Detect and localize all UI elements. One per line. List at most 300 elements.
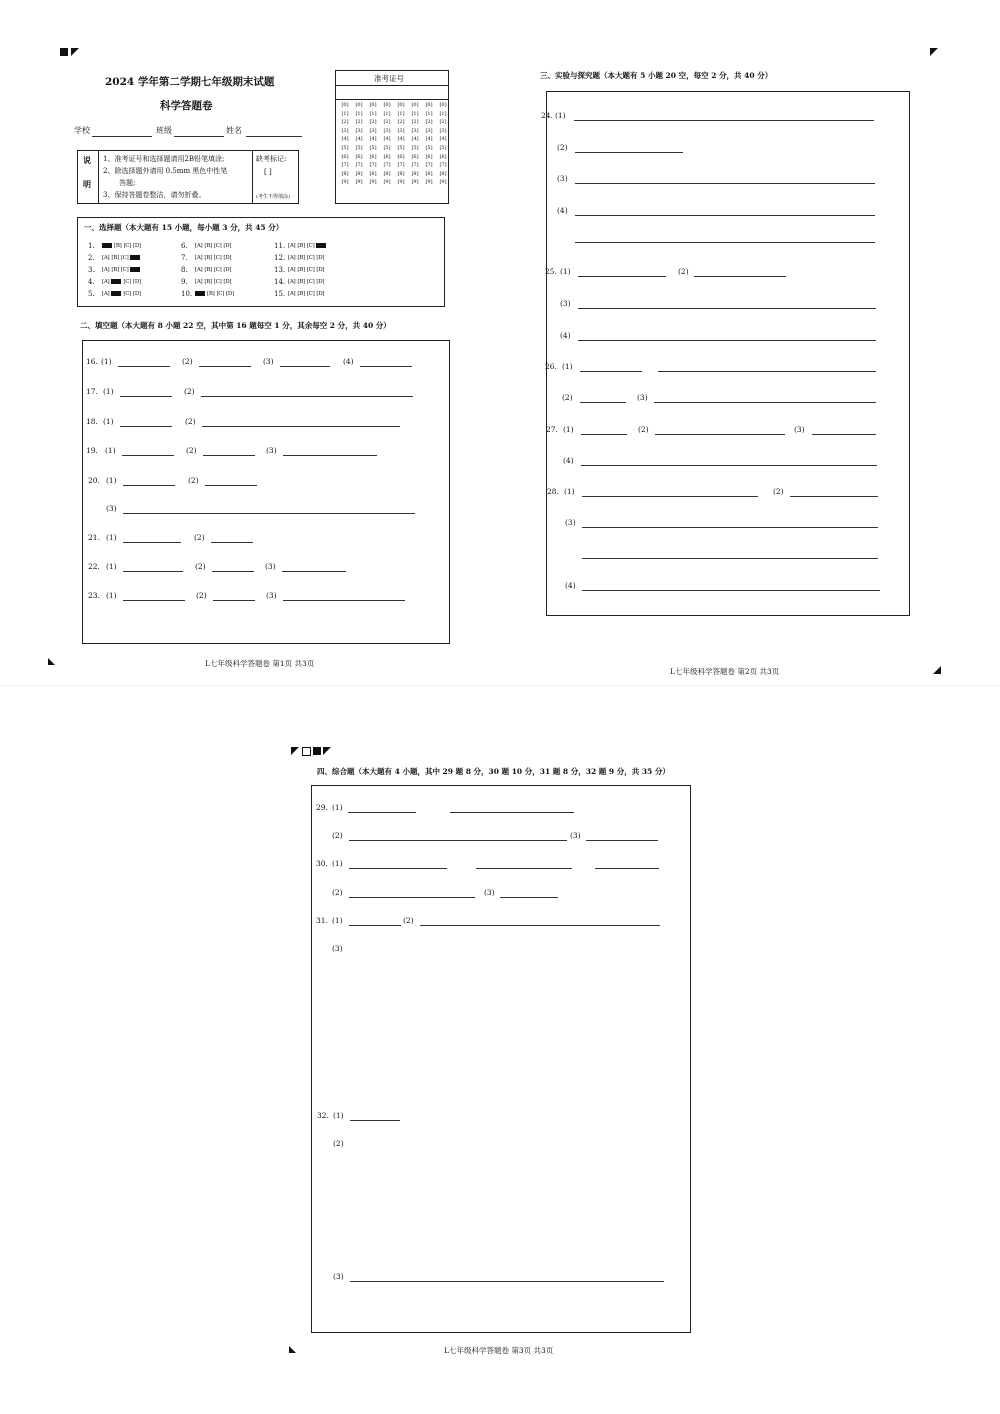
mcq-filled-bubble[interactable] — [111, 291, 121, 296]
notes-item-1: 1、准考证号和选择题请用2B铅笔填涂; — [103, 155, 225, 163]
section3-title: 三、实验与探究题（本大题有 5 小题 20 空，每空 2 分，共 40 分） — [540, 71, 773, 80]
part-label: (1) — [560, 267, 571, 276]
answer-line[interactable] — [580, 371, 642, 372]
part-label: (1) — [106, 591, 117, 600]
part-label: (3) — [333, 1272, 344, 1281]
school-label: 学校 — [74, 126, 90, 135]
mcq-option-bubble[interactable]: [D] — [226, 291, 234, 297]
admission-input-row[interactable] — [336, 99, 448, 100]
part-label: (1) — [106, 562, 117, 571]
admission-digit-bubble[interactable]: [2] — [439, 119, 447, 126]
page3-footer: L七年级科学答题卷 第3页 共3页 — [444, 1346, 554, 1355]
school-field[interactable] — [92, 136, 152, 137]
admission-digit-bubble[interactable]: [0] — [397, 102, 405, 108]
page2-footer: L七年级科学答题卷 第2页 共3页 — [670, 667, 780, 676]
admission-digit-bubble[interactable]: [6] — [411, 153, 419, 160]
answer-line[interactable] — [580, 402, 626, 403]
admission-digit-bubble[interactable]: [3] — [383, 127, 391, 134]
admission-digit-bubble[interactable]: [0] — [383, 102, 391, 108]
mcq-option-bubble[interactable]: [C] — [213, 267, 222, 273]
mcq-options[interactable] — [288, 289, 326, 299]
part-label: (2) — [638, 425, 649, 434]
admission-digit-bubble[interactable]: [2] — [397, 119, 405, 126]
answer-line[interactable] — [586, 840, 658, 841]
mcq-option-bubble[interactable]: [B] — [111, 267, 119, 273]
question-number: 24. — [541, 111, 553, 120]
admission-digit-bubble[interactable]: [7] — [369, 162, 377, 169]
part-label: (2) — [333, 1139, 344, 1148]
mcq-option-bubble[interactable]: [A] — [288, 291, 296, 297]
answer-line[interactable] — [202, 426, 400, 427]
admission-digit-bubble[interactable]: [8] — [397, 170, 405, 177]
admission-digit-bubble[interactable]: [6] — [425, 153, 433, 160]
notes-heading-2: 明 — [83, 179, 91, 189]
answer-line[interactable] — [812, 434, 876, 435]
mcq-options[interactable] — [288, 277, 326, 287]
admission-digit-bubble[interactable]: [9] — [369, 179, 377, 186]
answer-line[interactable] — [360, 366, 412, 367]
admission-digit-bubble[interactable]: [3] — [397, 127, 405, 134]
part-label: (2) — [195, 562, 206, 571]
admission-digit-bubble[interactable]: [0] — [341, 102, 349, 108]
answer-line[interactable] — [283, 600, 405, 601]
answer-line[interactable] — [420, 925, 660, 926]
mcq-filled-bubble[interactable] — [130, 255, 140, 260]
answer-line[interactable] — [574, 120, 874, 121]
mcq-option-bubble[interactable]: [C] — [123, 279, 131, 285]
mcq-option-bubble[interactable]: [C] — [120, 255, 129, 261]
answer-line[interactable] — [280, 366, 330, 367]
answer-line[interactable] — [582, 496, 758, 497]
part-label: (1) — [332, 859, 343, 868]
part-label: (1) — [333, 1111, 344, 1120]
mcq-option-bubble[interactable]: [B] — [204, 255, 212, 261]
page-separator — [0, 685, 1000, 686]
corner-mark-page3-1 — [291, 747, 299, 755]
mcq-number: 14. — [274, 278, 286, 286]
admission-digit-bubble[interactable]: [8] — [383, 170, 391, 177]
mcq-option-bubble[interactable]: [B] — [297, 279, 305, 285]
section2-title: 二、填空题（本大题有 8 小题 22 空，其中第 16 题每空 1 分，其余每空 2 分，共 40 分） — [80, 321, 391, 330]
mcq-options[interactable] — [102, 253, 142, 263]
mcq-filled-bubble[interactable] — [316, 243, 326, 248]
admission-column[interactable] — [338, 101, 352, 187]
notes-item-4: 3、保持答题卷整洁，请勿折叠。 — [103, 191, 206, 199]
admission-digit-bubble[interactable]: [8] — [425, 170, 433, 177]
mcq-option-bubble[interactable]: [A] — [102, 291, 110, 297]
mcq-option-bubble[interactable]: [A] — [288, 267, 296, 273]
question-number: 22. — [88, 562, 100, 571]
admission-digit-bubble[interactable]: [3] — [425, 127, 433, 134]
answer-line[interactable] — [575, 215, 875, 216]
part-label: (3) — [794, 425, 805, 434]
admission-digit-bubble[interactable]: [9] — [439, 179, 447, 186]
mcq-option-bubble[interactable]: [C] — [213, 243, 222, 249]
admission-digit-bubble[interactable]: [9] — [355, 179, 363, 186]
admission-digit-bubble[interactable]: [6] — [369, 153, 377, 160]
part-label: (3) — [557, 174, 568, 183]
notes-divider-right — [252, 151, 253, 203]
part-label: (3) — [637, 393, 648, 402]
admission-digit-bubble[interactable]: [2] — [341, 119, 349, 126]
admission-digit-bubble[interactable]: [5] — [425, 144, 433, 151]
answer-line[interactable] — [658, 371, 876, 372]
mcq-option-bubble[interactable]: [C] — [213, 279, 222, 285]
admission-digit-bubble[interactable]: [9] — [425, 179, 433, 186]
admission-digit-bubble[interactable]: [0] — [425, 102, 433, 108]
mcq-option-bubble[interactable]: [D] — [316, 279, 325, 285]
question-number: 16. — [86, 357, 98, 366]
admission-digit-bubble[interactable]: [4] — [369, 136, 377, 143]
part-label: (3) — [266, 446, 277, 455]
part-label: (1) — [562, 362, 573, 371]
mcq-option-bubble[interactable]: [A] — [102, 267, 110, 273]
mcq-options[interactable] — [288, 241, 328, 251]
mcq-option-bubble[interactable]: [C] — [123, 291, 131, 297]
admission-digit-bubble[interactable]: [0] — [439, 102, 447, 108]
admission-digit-bubble[interactable]: [8] — [355, 170, 363, 177]
admission-digit-bubble[interactable]: [0] — [411, 102, 419, 108]
question-number: 29. — [316, 803, 328, 812]
section1-box — [77, 217, 445, 307]
part-label: (1) — [555, 111, 566, 120]
answer-line[interactable] — [283, 455, 377, 456]
part-label: (1) — [106, 533, 117, 542]
answer-line[interactable] — [655, 434, 785, 435]
admission-digit-bubble[interactable]: [1] — [439, 110, 447, 117]
answer-line[interactable] — [578, 276, 666, 277]
missing-mark-box[interactable]: [ ] — [264, 168, 272, 176]
mcq-option-bubble[interactable]: [D] — [316, 291, 325, 297]
mcq-options[interactable] — [102, 241, 143, 251]
mcq-option-bubble[interactable]: [C] — [306, 279, 315, 285]
corner-mark-page3-bottom — [289, 1346, 296, 1353]
answer-line[interactable] — [575, 152, 683, 153]
mcq-number: 7. — [181, 254, 188, 262]
admission-digit-bubble[interactable]: [7] — [411, 162, 419, 169]
answer-line[interactable] — [476, 868, 572, 869]
admission-number-box — [335, 70, 449, 204]
mcq-option-bubble[interactable]: [A] — [288, 255, 296, 261]
answer-line[interactable] — [120, 396, 172, 397]
mcq-option-bubble[interactable]: [A] — [195, 279, 203, 285]
part-label: (4) — [343, 357, 354, 366]
mcq-option-bubble[interactable]: [B] — [114, 243, 122, 249]
admission-digit-bubble[interactable]: [4] — [383, 136, 391, 143]
admission-digit-bubble[interactable]: [7] — [383, 162, 391, 169]
mcq-number: 9. — [181, 278, 188, 286]
admission-digit-bubble[interactable]: [3] — [355, 127, 363, 134]
mcq-number: 5. — [88, 290, 95, 298]
admission-digit-bubble[interactable]: [9] — [411, 179, 419, 186]
admission-column[interactable] — [422, 101, 436, 187]
admission-digit-bubble[interactable]: [9] — [397, 179, 405, 186]
part-label: (2) — [182, 357, 193, 366]
admission-digit-bubble[interactable]: [5] — [369, 144, 377, 151]
answer-line[interactable] — [118, 366, 170, 367]
admission-digit-bubble[interactable]: [8] — [369, 170, 377, 177]
question-number: 32. — [317, 1111, 329, 1120]
answer-line[interactable] — [213, 600, 255, 601]
admission-digit-bubble[interactable]: [5] — [341, 144, 349, 151]
section1-title: 一、选择题（本大题有 15 小题，每小题 3 分，共 45 分） — [84, 223, 284, 232]
mcq-option-bubble[interactable]: [D] — [316, 255, 325, 261]
admission-digit-bubble[interactable]: [1] — [341, 110, 349, 117]
admission-digit-bubble[interactable]: [5] — [397, 144, 405, 151]
mcq-option-bubble[interactable]: [B] — [204, 267, 212, 273]
corner-mark-bottom-left — [48, 658, 55, 665]
mcq-option-bubble[interactable]: [D] — [223, 267, 232, 273]
admission-digit-bubble[interactable]: [2] — [383, 119, 391, 126]
part-label: (1) — [101, 357, 112, 366]
section3-box — [546, 91, 910, 616]
answer-line[interactable] — [123, 600, 185, 601]
mcq-options[interactable] — [288, 265, 326, 275]
answer-line[interactable] — [123, 542, 181, 543]
admission-digit-bubble[interactable]: [2] — [355, 119, 363, 126]
part-label: (4) — [560, 331, 571, 340]
answer-line[interactable] — [348, 812, 416, 813]
question-number: 30. — [316, 859, 328, 868]
mcq-option-bubble[interactable]: [B] — [207, 291, 215, 297]
mcq-option-bubble[interactable]: [C] — [306, 291, 315, 297]
missing-mark-label: 缺考标记: — [256, 155, 287, 163]
admission-digit-bubble[interactable]: [9] — [341, 179, 349, 186]
answer-line[interactable] — [203, 455, 255, 456]
admission-digit-bubble[interactable]: [2] — [369, 119, 377, 126]
admission-digit-bubble[interactable]: [1] — [369, 110, 377, 117]
admission-digit-bubble[interactable]: [7] — [341, 162, 349, 169]
mcq-options[interactable] — [102, 265, 142, 275]
admission-digit-bubble[interactable]: [7] — [425, 162, 433, 169]
mcq-option-bubble[interactable]: [A] — [288, 279, 296, 285]
name-field[interactable] — [246, 136, 302, 137]
mcq-option-bubble[interactable]: [C] — [120, 267, 129, 273]
mcq-option-bubble[interactable]: [A] — [102, 255, 110, 261]
corner-mark-top-left-triangle — [71, 48, 79, 56]
admission-digit-bubble[interactable]: [1] — [411, 110, 419, 117]
mcq-options[interactable] — [102, 289, 143, 299]
mcq-option-bubble[interactable]: [A] — [195, 255, 203, 261]
mcq-option-bubble[interactable]: [B] — [204, 243, 212, 249]
admission-digit-bubble[interactable]: [6] — [383, 153, 391, 160]
mcq-option-bubble[interactable]: [C] — [306, 255, 315, 261]
mcq-option-bubble[interactable]: [B] — [111, 255, 119, 261]
mcq-option-bubble[interactable]: [B] — [204, 279, 212, 285]
admission-digit-bubble[interactable]: [6] — [341, 153, 349, 160]
admission-digit-bubble[interactable]: [1] — [355, 110, 363, 117]
mcq-option-bubble[interactable]: [D] — [132, 291, 141, 297]
part-label: (3) — [263, 357, 274, 366]
admission-digit-bubble[interactable]: [4] — [439, 136, 447, 143]
part-label: (2) — [562, 393, 573, 402]
answer-line[interactable] — [350, 1281, 664, 1282]
notes-heading-1: 说 — [83, 155, 91, 165]
answer-line[interactable] — [349, 925, 401, 926]
mcq-option-bubble[interactable]: [B] — [297, 267, 305, 273]
mcq-option-bubble[interactable]: [A] — [195, 267, 203, 273]
answer-line[interactable] — [578, 308, 876, 309]
mcq-option-bubble[interactable]: [D] — [132, 279, 141, 285]
answer-line[interactable] — [582, 590, 880, 591]
mcq-filled-bubble[interactable] — [130, 267, 140, 272]
answer-line[interactable] — [575, 183, 875, 184]
part-label: (3) — [266, 591, 277, 600]
mcq-option-bubble[interactable]: [D] — [223, 279, 232, 285]
part-label: (3) — [484, 888, 495, 897]
mcq-option-bubble[interactable]: [D] — [223, 243, 232, 249]
answer-line[interactable] — [450, 812, 574, 813]
answer-line[interactable] — [282, 571, 346, 572]
mcq-option-bubble[interactable]: [D] — [133, 243, 141, 249]
mcq-option-bubble[interactable]: [C] — [306, 267, 315, 273]
mcq-number: 15. — [274, 290, 286, 298]
answer-line[interactable] — [578, 340, 876, 341]
admission-column[interactable] — [408, 101, 422, 187]
answer-line[interactable] — [790, 496, 878, 497]
admission-digit-bubble[interactable]: [1] — [425, 110, 433, 117]
part-label: (1) — [332, 803, 343, 812]
admission-digit-bubble[interactable]: [3] — [411, 127, 419, 134]
section4-title: 四、综合题（本大题有 4 小题，其中 29 题 8 分，30 题 10 分，31 题 8 分，32 题 9 分，共 35 分） — [317, 767, 670, 776]
answer-line[interactable] — [212, 571, 254, 572]
mcq-option-bubble[interactable]: [A] — [195, 243, 203, 249]
mcq-number: 10. — [181, 290, 193, 298]
part-label: (2) — [185, 417, 196, 426]
admission-digit-bubble[interactable]: [9] — [383, 179, 391, 186]
answer-line[interactable] — [349, 840, 567, 841]
mcq-option-bubble[interactable]: [D] — [316, 267, 325, 273]
admission-digit-bubble[interactable]: [2] — [411, 119, 419, 126]
admission-column[interactable] — [366, 101, 380, 187]
admission-digit-bubble[interactable]: [6] — [355, 153, 363, 160]
class-field[interactable] — [174, 136, 224, 137]
answer-line[interactable] — [211, 542, 253, 543]
mcq-filled-bubble[interactable] — [195, 291, 205, 296]
answer-line[interactable] — [122, 455, 174, 456]
admission-digit-bubble[interactable]: [7] — [397, 162, 405, 169]
mcq-options[interactable] — [288, 253, 326, 263]
part-label: (3) — [332, 944, 343, 953]
admission-digit-bubble[interactable]: [1] — [397, 110, 405, 117]
admission-column[interactable] — [436, 101, 450, 187]
admission-digit-bubble[interactable]: [4] — [411, 136, 419, 143]
mcq-filled-bubble[interactable] — [102, 243, 112, 248]
admission-digit-bubble[interactable]: [5] — [383, 144, 391, 151]
corner-mark-page3-4 — [323, 747, 331, 755]
answer-line[interactable] — [500, 897, 558, 898]
answer-line[interactable] — [350, 1120, 400, 1121]
admission-digit-bubble[interactable]: [6] — [397, 153, 405, 160]
mcq-option-bubble[interactable]: [C] — [216, 291, 225, 297]
admission-digit-bubble[interactable]: [4] — [355, 136, 363, 143]
mcq-option-bubble[interactable]: [C] — [213, 255, 222, 261]
mcq-option-bubble[interactable]: [B] — [297, 243, 305, 249]
admission-digit-bubble[interactable]: [6] — [439, 153, 447, 160]
answer-line[interactable] — [199, 366, 251, 367]
mcq-options[interactable] — [195, 253, 233, 263]
mcq-options[interactable] — [195, 277, 233, 287]
part-label: (2) — [773, 487, 784, 496]
question-number: 19. — [86, 446, 98, 455]
question-number: 28. — [547, 487, 559, 496]
admission-digit-bubble[interactable]: [5] — [411, 144, 419, 151]
mcq-option-bubble[interactable]: [C] — [306, 243, 315, 249]
mcq-number: 4. — [88, 278, 95, 286]
mcq-options[interactable] — [195, 241, 233, 251]
answer-line[interactable] — [201, 396, 413, 397]
admission-digit-bubble[interactable]: [4] — [397, 136, 405, 143]
question-number: 21. — [88, 533, 100, 542]
admission-digit-bubble[interactable]: [2] — [425, 119, 433, 126]
admission-digit-bubble[interactable]: [8] — [411, 170, 419, 177]
answer-line[interactable] — [575, 242, 875, 243]
admission-digit-bubble[interactable]: [1] — [383, 110, 391, 117]
question-number: 25. — [545, 267, 557, 276]
answer-line[interactable] — [349, 897, 475, 898]
admission-column[interactable] — [352, 101, 366, 187]
answer-line[interactable] — [595, 868, 659, 869]
mcq-option-bubble[interactable]: [B] — [297, 291, 305, 297]
answer-line[interactable] — [205, 485, 257, 486]
admission-digit-bubble[interactable]: [8] — [341, 170, 349, 177]
answer-line[interactable] — [694, 276, 786, 277]
question-number: 20. — [88, 476, 100, 485]
answer-line[interactable] — [582, 558, 878, 559]
answer-line[interactable] — [123, 571, 183, 572]
admission-digit-bubble[interactable]: [3] — [439, 127, 447, 134]
answer-line[interactable] — [123, 513, 415, 514]
mcq-filled-bubble[interactable] — [111, 279, 121, 284]
admission-digit-bubble[interactable]: [4] — [425, 136, 433, 143]
question-number: 27. — [546, 425, 558, 434]
mcq-options[interactable] — [195, 289, 236, 299]
admission-digit-bubble[interactable]: [7] — [439, 162, 447, 169]
mcq-option-bubble[interactable]: [B] — [297, 255, 305, 261]
corner-mark-page3-2 — [302, 747, 311, 756]
answer-line[interactable] — [349, 868, 447, 869]
admission-column[interactable] — [380, 101, 394, 187]
admission-digit-bubble[interactable]: [5] — [355, 144, 363, 151]
admission-digit-bubble[interactable]: [8] — [439, 170, 447, 177]
exam-title: 2024 学年第二学期七年级期末试题 — [105, 76, 275, 88]
admission-digit-bubble[interactable]: [4] — [341, 136, 349, 143]
mcq-option-bubble[interactable]: [A] — [102, 279, 110, 285]
admission-digit-bubble[interactable]: [3] — [369, 127, 377, 134]
answer-line[interactable] — [581, 465, 877, 466]
answer-line[interactable] — [654, 402, 876, 403]
admission-digit-bubble[interactable]: [0] — [369, 102, 377, 108]
answer-line[interactable] — [581, 434, 627, 435]
mcq-options[interactable] — [102, 277, 143, 287]
mcq-option-bubble[interactable]: [C] — [123, 243, 132, 249]
mcq-number: 3. — [88, 266, 95, 274]
answer-line[interactable] — [123, 485, 175, 486]
part-label: (2) — [194, 533, 205, 542]
admission-digit-bubble[interactable]: [3] — [341, 127, 349, 134]
part-label: (1) — [106, 476, 117, 485]
answer-line[interactable] — [582, 527, 878, 528]
answer-line[interactable] — [120, 426, 172, 427]
part-label: (2) — [196, 591, 207, 600]
admission-digit-bubble[interactable]: [0] — [355, 102, 363, 108]
mcq-option-bubble[interactable]: [A] — [288, 243, 296, 249]
mcq-option-bubble[interactable]: [D] — [223, 255, 232, 261]
mcq-options[interactable] — [195, 265, 233, 275]
admission-column[interactable] — [394, 101, 408, 187]
admission-digit-bubble[interactable]: [7] — [355, 162, 363, 169]
admission-digit-bubble[interactable]: [5] — [439, 144, 447, 151]
